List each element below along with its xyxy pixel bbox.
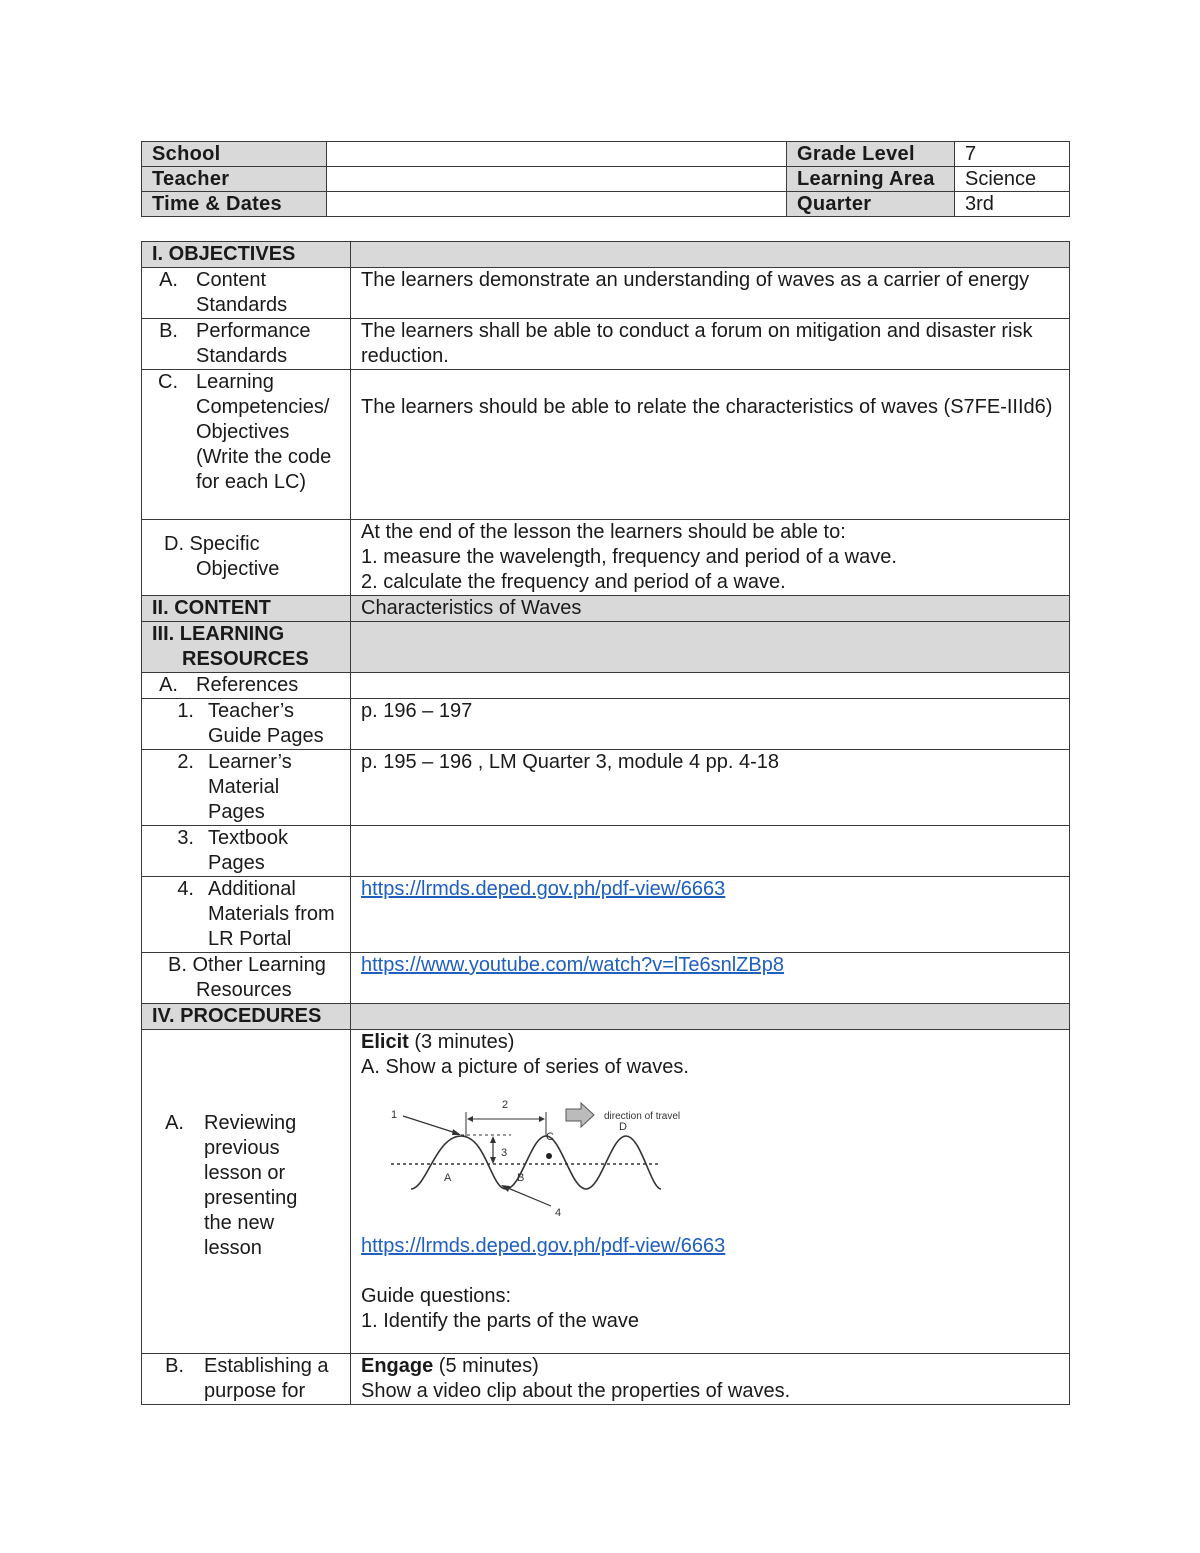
engage-instruction: Show a video clip about the properties of waves. bbox=[361, 1380, 791, 1402]
item-key: B. bbox=[165, 1355, 184, 1377]
elicit-heading bbox=[361, 1030, 1069, 1055]
row-additional-materials bbox=[142, 877, 1070, 953]
content-value: Characteristics of Waves bbox=[351, 596, 1070, 622]
teachers-guide-value: p. 196 – 197 bbox=[351, 699, 1070, 750]
time-label: Time & Dates bbox=[142, 192, 327, 217]
row-establishing-purpose bbox=[142, 1354, 1070, 1405]
performance-standards-label: Performance Standards bbox=[196, 320, 311, 367]
label-d: D bbox=[619, 1121, 627, 1133]
item-key: 3. bbox=[177, 827, 194, 849]
section-content bbox=[142, 596, 1070, 622]
engage-word: Engage bbox=[361, 1355, 434, 1377]
section-procedures bbox=[142, 1004, 1070, 1030]
engage-duration: (5 minutes) bbox=[433, 1355, 539, 1377]
area-value: Science bbox=[955, 167, 1070, 192]
row-specific-objective bbox=[142, 520, 1070, 596]
youtube-link[interactable]: https://www.youtube.com/watch?v=lTe6snlZBp8 bbox=[361, 954, 784, 976]
procedures-title: IV. PROCEDURES bbox=[142, 1004, 351, 1030]
label-3: 3 bbox=[501, 1147, 508, 1159]
textbook-value bbox=[351, 826, 1070, 877]
direction-arrow bbox=[566, 1103, 594, 1127]
header-row-time bbox=[142, 192, 1070, 217]
wave-diagram bbox=[381, 1094, 721, 1224]
performance-standards-text: The learners shall be able to conduct a forum on mitigation and disaster risk reduction. bbox=[351, 319, 1070, 370]
content-standards-label: Content Standards bbox=[196, 269, 288, 316]
row-textbook bbox=[142, 826, 1070, 877]
header-row-school bbox=[142, 142, 1070, 167]
specific-objective-line: 2. calculate the frequency and period of a wave. bbox=[361, 571, 786, 593]
specific-objective-label-1: D. Specific bbox=[164, 533, 260, 555]
item-key: B. bbox=[159, 320, 178, 342]
textbook-label: Textbook Pages bbox=[208, 827, 289, 874]
direction-of-travel-label: direction of travel bbox=[604, 1111, 681, 1122]
learners-material-label: Learner’s Material Pages bbox=[208, 751, 292, 823]
pointer-1 bbox=[403, 1116, 459, 1134]
elicit-link[interactable]: https://lrmds.deped.gov.ph/pdf-view/6663 bbox=[361, 1235, 726, 1257]
lesson-plan bbox=[141, 141, 1069, 1405]
guide-questions-heading: Guide questions: bbox=[361, 1285, 512, 1307]
teachers-guide-label: Teacher’s Guide Pages bbox=[208, 700, 324, 747]
amplitude-arrowhead-top bbox=[490, 1136, 496, 1143]
item-key: 4. bbox=[177, 878, 194, 900]
amplitude-arrowhead-bottom bbox=[490, 1157, 496, 1164]
elicit-duration: (3 minutes) bbox=[408, 1031, 515, 1053]
grade-label: Grade Level bbox=[787, 142, 955, 167]
label-1: 1 bbox=[391, 1109, 398, 1121]
content-standards-text: The learners demonstrate an understanding of waves as a carrier of energy bbox=[351, 268, 1070, 319]
section-objectives bbox=[142, 242, 1070, 268]
label-2: 2 bbox=[502, 1099, 509, 1111]
elicit-instruction: A. Show a picture of series of waves. bbox=[361, 1056, 689, 1078]
other-resources-label-2: Resources bbox=[196, 979, 292, 1001]
item-key: A. bbox=[159, 674, 178, 696]
item-key: 1. bbox=[177, 700, 194, 722]
teacher-label: Teacher bbox=[142, 167, 327, 192]
pointer-1-head bbox=[452, 1129, 461, 1135]
specific-objective-line: At the end of the lesson the learners should be able to: bbox=[361, 521, 846, 543]
references-label: References bbox=[196, 674, 299, 696]
row-content-standards bbox=[142, 268, 1070, 319]
content-title: II. CONTENT bbox=[142, 596, 351, 622]
row-reviewing bbox=[142, 1030, 1070, 1354]
other-resources-label-1: B. Other Learning bbox=[168, 954, 326, 976]
label-c: C bbox=[546, 1131, 554, 1143]
row-performance-standards bbox=[142, 319, 1070, 370]
time-value bbox=[327, 192, 787, 217]
area-label: Learning Area bbox=[787, 167, 955, 192]
section-learning-resources bbox=[142, 622, 1070, 673]
learning-competencies-text: The learners should be able to relate the characteristics of waves (S7FE-IIId6) bbox=[351, 370, 1070, 520]
establishing-purpose-label: Establishing a purpose for bbox=[204, 1355, 329, 1402]
school-label: School bbox=[142, 142, 327, 167]
elicit-word: Elicit bbox=[361, 1031, 409, 1053]
label-4: 4 bbox=[555, 1207, 562, 1219]
engage-heading bbox=[361, 1354, 1069, 1379]
reviewing-label: Reviewing previous lesson or presenting the new lesson bbox=[204, 1111, 298, 1259]
guide-question: 1. Identify the parts of the wave bbox=[361, 1310, 639, 1332]
header-table bbox=[141, 141, 1070, 217]
resources-title-2: RESOURCES bbox=[182, 648, 309, 670]
additional-materials-label: Additional Materials from LR Portal bbox=[208, 878, 335, 950]
resources-title-1: III. LEARNING bbox=[152, 623, 285, 645]
item-key: A. bbox=[165, 1111, 184, 1134]
item-key: 2. bbox=[177, 751, 194, 773]
lr-portal-link[interactable]: https://lrmds.deped.gov.ph/pdf-view/6663 bbox=[361, 878, 726, 900]
wave-point bbox=[546, 1153, 552, 1159]
pointer-4 bbox=[503, 1186, 551, 1206]
learners-material-value: p. 195 – 196 , LM Quarter 3, module 4 pp. 4-18 bbox=[351, 750, 1070, 826]
learning-competencies-label: Learning Competencies/ Objectives (Write the code for each LC) bbox=[196, 371, 332, 493]
label-b: B bbox=[517, 1172, 525, 1184]
label-a: A bbox=[444, 1172, 452, 1184]
row-teachers-guide bbox=[142, 699, 1070, 750]
wavelength-arrowhead-left bbox=[467, 1116, 473, 1122]
item-key: C. bbox=[158, 371, 178, 393]
grade-value: 7 bbox=[955, 142, 1070, 167]
item-key: A. bbox=[159, 269, 178, 291]
teacher-value bbox=[327, 167, 787, 192]
specific-objective-line: 1. measure the wavelength, frequency and period of a wave. bbox=[361, 546, 897, 568]
lesson-table bbox=[141, 241, 1070, 1405]
row-other-resources bbox=[142, 953, 1070, 1004]
wavelength-arrowhead-right bbox=[539, 1116, 545, 1122]
quarter-value: 3rd bbox=[955, 192, 1070, 217]
specific-objective-label-2: Objective bbox=[196, 558, 280, 580]
school-value bbox=[327, 142, 787, 167]
row-learners-material bbox=[142, 750, 1070, 826]
row-learning-competencies bbox=[142, 370, 1070, 520]
header-row-teacher bbox=[142, 167, 1070, 192]
quarter-label: Quarter bbox=[787, 192, 955, 217]
row-references bbox=[142, 673, 1070, 699]
objectives-title: I. OBJECTIVES bbox=[142, 242, 351, 268]
